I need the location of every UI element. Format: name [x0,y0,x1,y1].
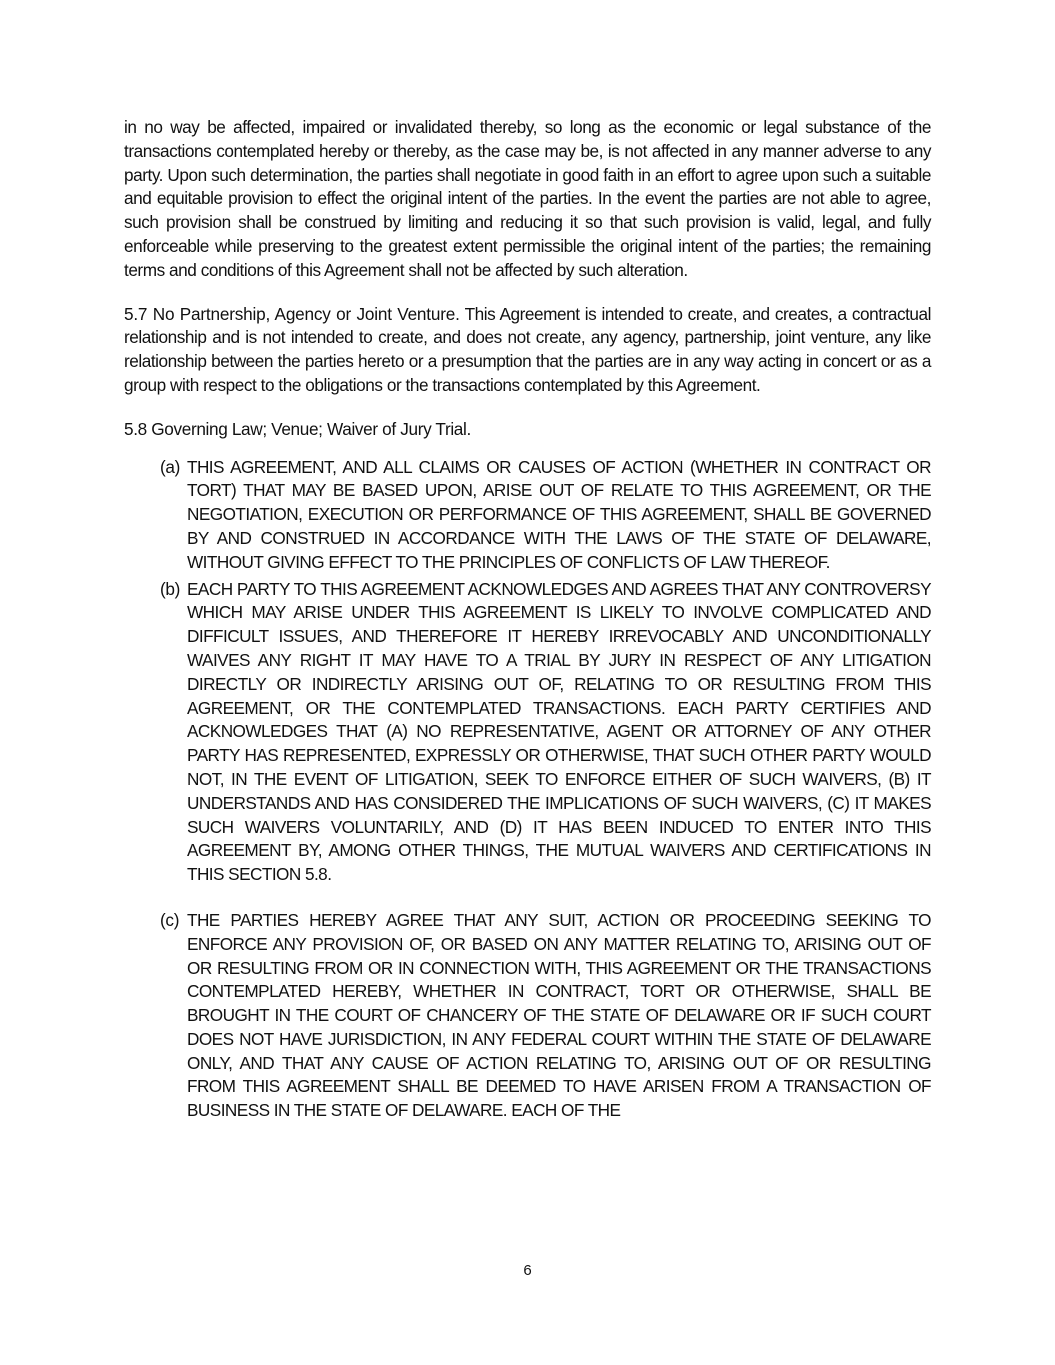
clause-c [124,909,931,1123]
clause-a [124,456,931,575]
section-5-7-heading: 5.7 No Partnership, Agency or Joint Venture. [124,303,460,324]
continuation-paragraph: in no way be affected, impaired or invalidated thereby, so long as the economic or legal substance of the transactions contemplated hereby or thereby, as the case may be, is not affected in any manner adverse to any party. Upon such determination, the parties shall negotiate in good faith in an effort to agree upon such a suitable and equitable provision to effect the original intent of the parties. In the event the parties are not able to agree, such provision shall be construed by limiting and reducing it so that such provision is valid, legal, and fully enforceable while preserving to the greatest extent permissible the original intent of the parties; the remaining terms and conditions of this Agreement shall not be affected by such alteration. [124,117,931,280]
clause-a-text: THIS AGREEMENT, AND ALL CLAIMS OR CAUSES OF ACTION (WHETHER IN CONTRACT OR TORT) THAT MAY BE BASED UPON, ARISE OUT OF RELATE TO THIS AGREEMENT, OR THE NEGOTIATION, EXECUTION OR PERFORMANCE OF THIS AGREEMENT, SHALL BE GOVERNED BY AND CONSTRUED IN ACCORDANCE WITH THE LAWS OF THE STATE OF DELAWARE, WITHOUT GIVING EFFECT TO THE PRINCIPLES OF CONFLICTS OF LAW THEREOF. [187,456,931,572]
clause-a-label: (a) [160,456,181,477]
clause-c-label: (c) [160,909,180,930]
clause-b-label: (b) [160,578,181,599]
document-page [124,116,931,1126]
section-5-8-heading: 5.8 Governing Law; Venue; Waiver of Jury Trial. [124,418,471,439]
section-5-7-body: This Agreement is intended to create, and creates, a contractual relationship and is not intended to create, and does not create, any agency, partnership, joint venture, any like relationship between the parties hereto or a presumption that the parties are in any way acting in concert or as a group with respect to the obligations or the transactions contemplated by this Agreement. [124,303,932,395]
clause-b [124,578,931,887]
clause-b-text: EACH PARTY TO THIS AGREEMENT ACKNOWLEDGES AND AGREES THAT ANY CONTROVERSY WHICH MAY ARISE UNDER THIS AGREEMENT IS LIKELY TO INVOLVE COMPLICATED AND DIFFICULT ISSUES, AND THEREFORE IT HEREBY IRREVOCABLY AND UNCONDITIONALLY WAIVES ANY RIGHT IT MAY HAVE TO A TRIAL BY JURY IN RESPECT OF ANY LITIGATION DIRECTLY OR INDIRECTLY ARISING OUT OF, RELATING TO OR RESULTING FROM THIS AGREEMENT, OR THE CONTEMPLATED TRANSACTIONS. EACH PARTY CERTIFIES AND ACKNOWLEDGES THAT (A) NO REPRESENTATIVE, AGENT OR ATTORNEY OF ANY OTHER PARTY HAS REPRESENTED, EXPRESSLY OR OTHERWISE, THAT SUCH OTHER PARTY WOULD NOT, IN THE EVENT OF LITIGATION, SEEK TO ENFORCE EITHER OF SUCH WAIVERS, (B) IT UNDERSTANDS AND HAS CONSIDERED THE IMPLICATIONS OF SUCH WAIVERS, (C) IT MAKES SUCH WAIVERS VOLUNTARILY, AND (D) IT HAS BEEN INDUCED TO ENTER INTO THIS AGREEMENT BY, AMONG OTHER THINGS, THE MUTUAL WAIVERS AND CERTIFICATIONS IN THIS SECTION 5.8. [187,578,931,885]
page-number: 6 [523,1262,532,1279]
clause-c-text: THE PARTIES HEREBY AGREE THAT ANY SUIT, ACTION OR PROCEEDING SEEKING TO ENFORCE ANY PROVISION OF, OR BASED ON ANY MATTER RELATING TO, ARISING OUT OF OR RESULTING FROM OR IN CONNECTION WITH, THIS AGREEMENT OR THE TRANSACTIONS CONTEMPLATED HEREBY, WHETHER IN CONTRACT, TORT OR OTHERWISE, SHALL BE BROUGHT IN THE COURT OF CHANCERY OF THE STATE OF DELAWARE OR IF SUCH COURT DOES NOT HAVE JURISDICTION, IN ANY FEDERAL COURT WITHIN THE STATE OF DELAWARE ONLY, AND THAT ANY CAUSE OF ACTION RELATING TO, ARISING OUT OF OR RESULTING FROM THIS AGREEMENT SHALL BE DEEMED TO HAVE ARISEN FROM A TRANSACTION OF BUSINESS IN THE STATE OF DELAWARE. EACH OF THE [187,909,931,1121]
section-5-7 [124,303,931,398]
